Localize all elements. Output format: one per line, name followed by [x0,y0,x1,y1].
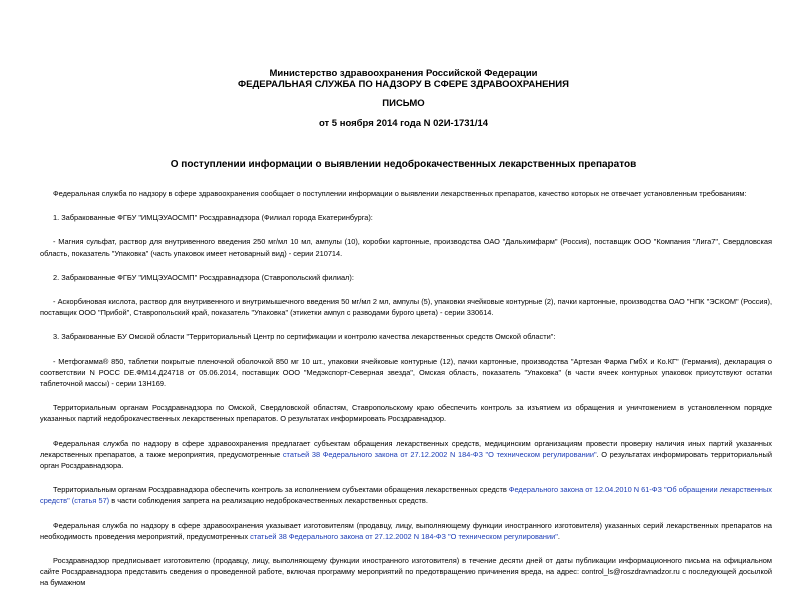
law-link-article-38[interactable]: статьей 38 Федерального закона от 27.12.2002 N 184-ФЗ "О техническом регулировании" [282,449,597,459]
paragraph-intro: Федеральная служба по надзору в сфере здравоохранения сообщает о поступлении информации о выявлении лекарственных препаратов, качество которых не отвечает установленным требованиям: [53,189,747,198]
document-type: ПИСЬМО [382,98,425,109]
ministry-name: Министерство здравоохранения Российской Федерации [269,68,538,79]
paragraph-prescription: Росздравнадзор предписывает изготовителю (продавцу, лицу, выполняющему функции иностранного изготовителя) в течение десяти дней от даты публикации информационного письма на официальном сайте Росздравнадзора представить сведения о проведенной работе, включая программу мероприятий по предотвращению причинения вреда, на адрес: control_ls@roszdravnadzor.ru с последующей досылкой на бумажном [40,556,772,588]
paragraph-item-2: 2. Забракованные ФГБУ "ИМЦЭУАОСМП" Росздравнадзора (Ставропольский филиал): [53,272,354,282]
document-body [40,188,772,602]
paragraph-enforcement [40,484,772,506]
page-title: О поступлении информации о выявлении недоброкачественных лекарственных препаратов [170,159,637,170]
paragraph-text: Территориальным органам Росздравнадзора обеспечить контроль за исполнением субъектами обращения лекарственных средств [53,485,509,495]
paragraph-text: Федеральная служба по надзору в сфере здравоохранения предлагает субъектам обращения лекарственных средств, медицинским организациям провести проверку наличия иных партий указанных лекарственных препаратов, а также мероприятия, предусмотренные [40,438,772,459]
paragraph-item-3-detail: - Метфогамма® 850, таблетки покрытые пленочной оболочкой 850 мг 10 шт., упаковки ячейковые контурные (12), пачки картонные, производства "Артезан Фарма ГмбХ и Ко.КГ" (Германия), декларация о соответствии N РОСС DE.ФМ14.Д24718 от 05.06.2014, поставщик ООО "Медэкспорт-Северная звезда", Омская область, показатель "Упаковка" (в части ячеек контурных упаковок присутствуют остатки таблеточной массы) - серии 13Н169. [40,356,772,389]
law-link-article-38-2[interactable]: статьей 38 Федерального закона от 27.12.2002 N 184-ФЗ "О техническом регулировании" [250,531,558,541]
service-name: ФЕДЕРАЛЬНАЯ СЛУЖБА ПО НАДЗОРУ В СФЕРЕ ЗДРАВООХРАНЕНИЯ [238,79,569,90]
paragraph-text: в части соблюдения запрета на реализацию недоброкачественных лекарственных средств. [109,496,428,506]
law-link-61-fz[interactable]: Федерального закона от 12.04.2010 N 61-ФЗ "Об обращении лекарственных средств" [40,485,772,506]
paragraph-manufacturers [40,520,772,542]
paragraph-text: Федеральная служба по надзору в сфере здравоохранения указывает изготовителям (продавцу, лицу, выполняющему функции иностранного изготовителя) указанных серий лекарственных препаратов на необходимость проведения мероприятий, предусмотренных [40,520,772,541]
law-link-article-57[interactable]: (статья 57) [71,496,110,506]
paragraph-item-1-detail: - Магния сульфат, раствор для внутривенного введения 250 мг/мл 10 мл, ампулы (10), коробки картонные, производства ОАО "Дальхимфарм" (Россия), поставщик ООО "Компания "Лига7", Свердловская область, показатель "Упаковка" (часть упаковок имеет нетоварный вид) - серии 210714. [40,237,772,258]
paragraph-text: . [557,531,560,541]
document-date: от 5 ноября 2014 года N 02И-1731/14 [318,118,489,129]
paragraph-item-1: 1. Забракованные ФГБУ "ИМЦЭУАОСМП" Росздравнадзора (Филиал города Екатеринбурга): [53,213,373,223]
paragraph-item-3: 3. Забракованные БУ Омской области "Территориальный Центр по сертификации и контролю качества лекарственных средств Омской области": [53,332,556,342]
paragraph-check-proposal [40,438,772,472]
paragraph-item-2-detail: - Аскорбиновая кислота, раствор для внутривенного и внутримышечного введения 50 мг/мл 2 мл, ампулы (5), упаковки ячейковые контурные (2), пачки картонные, производства ОАО "НПК "ЭСКОМ" (Россия), поставщик ООО "Прибой", Ставропольский край, показатель "Упаковка" (этикетки ампул с разводами бурого цвета) - серии 330614. [40,297,772,318]
paragraph-territorial-control: Территориальным органам Росздравнадзора по Омской, Свердловской областям, Ставропольскому краю обеспечить контроль за изъятием из обращения и уничтожением в установленном порядке указанных партий недоброкачественных лекарственных препаратов. О результатах информировать Росздравнадзор. [40,403,772,424]
paragraph-text: . О результатах информировать территориальный орган Росздравнадзора. [40,449,772,471]
